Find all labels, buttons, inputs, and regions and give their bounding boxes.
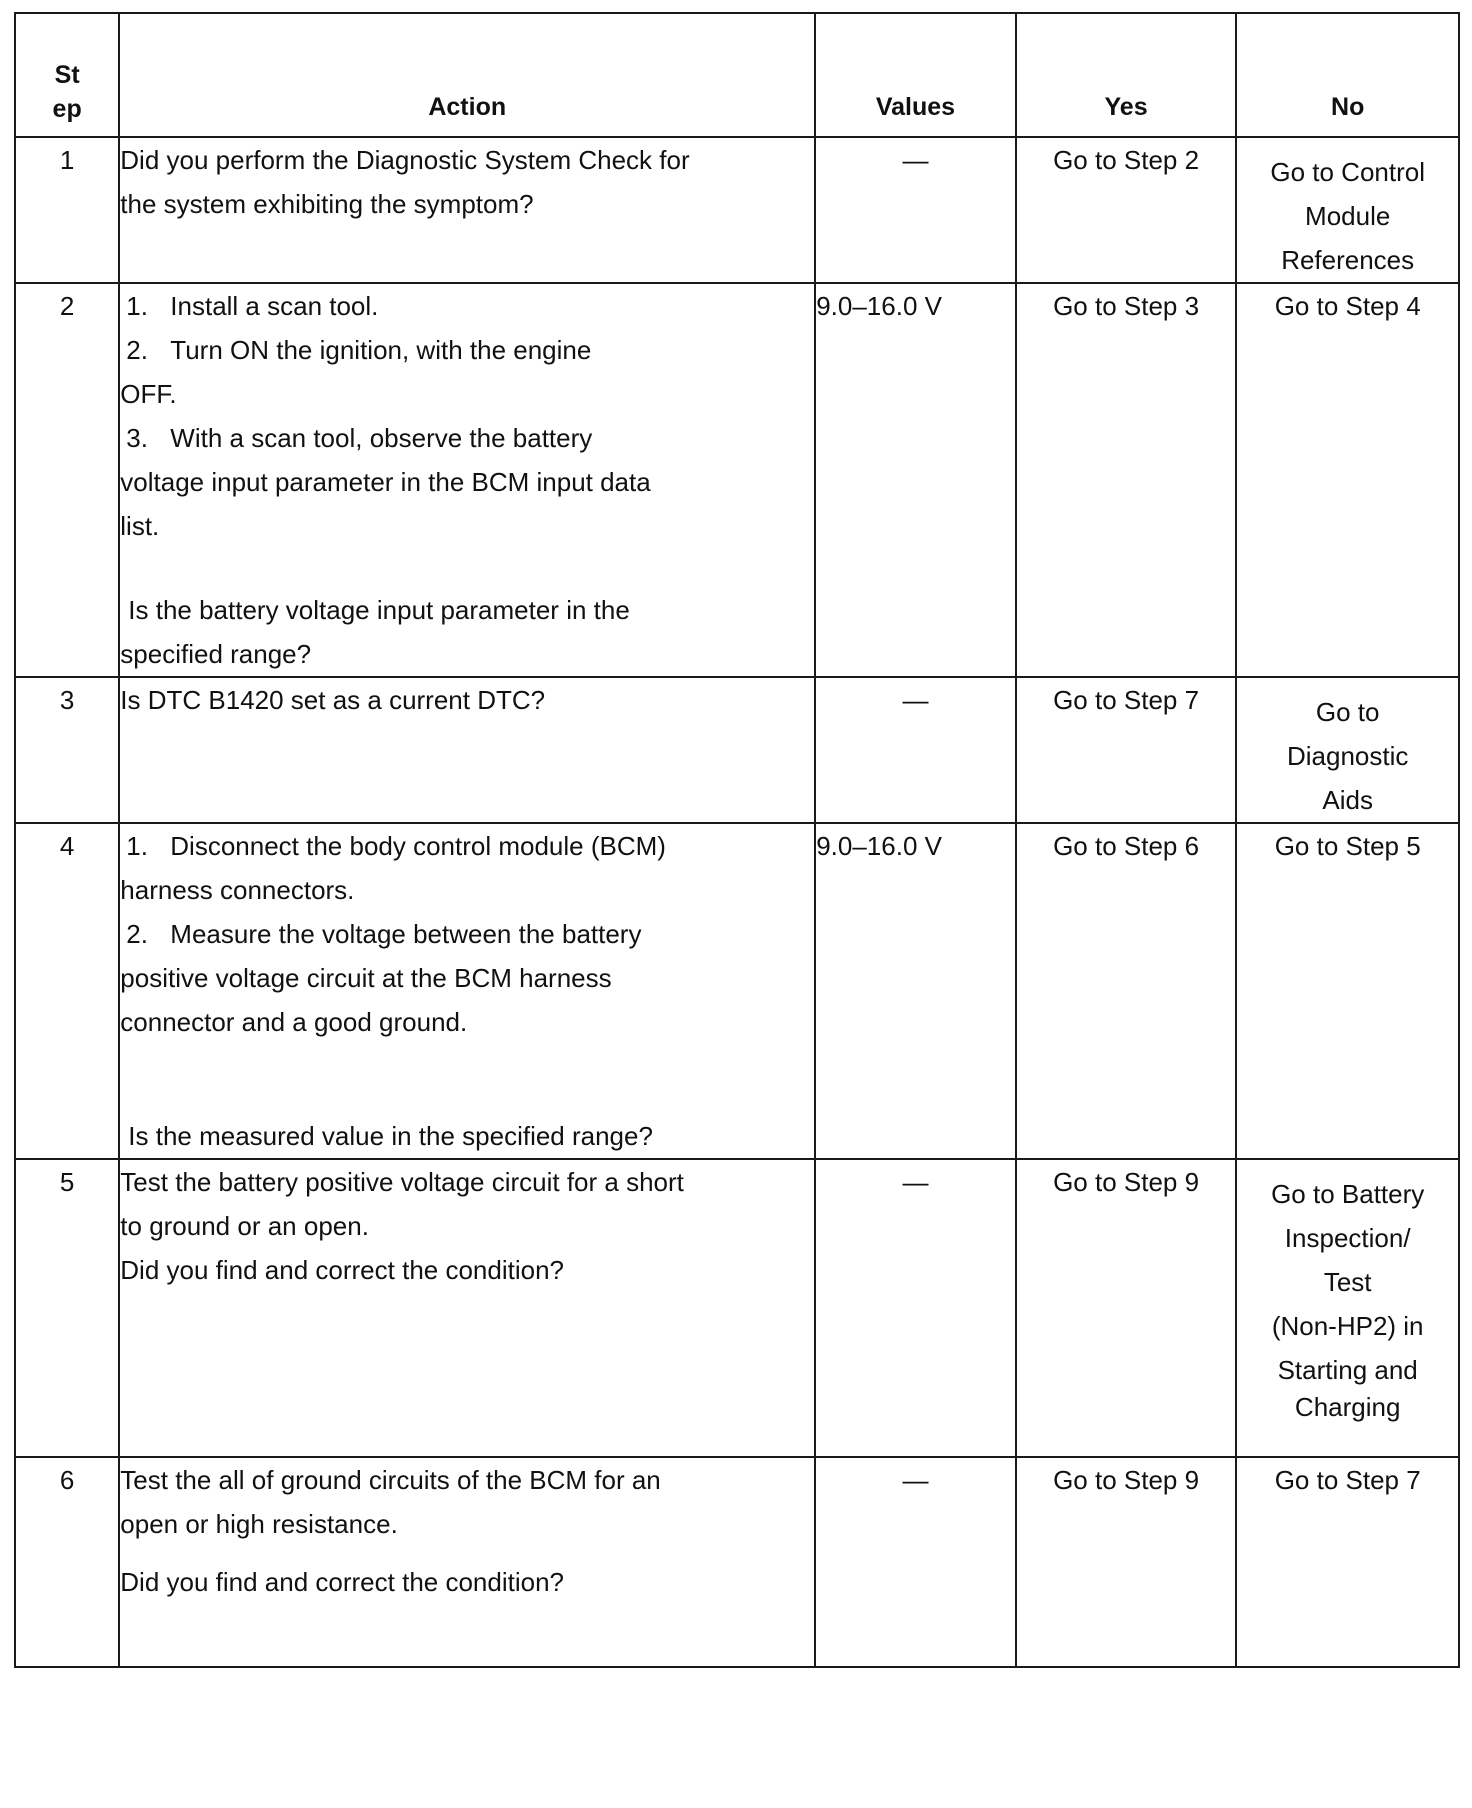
action-item <box>120 284 814 328</box>
action-item <box>120 416 814 460</box>
no-line: Go to Step 5 <box>1274 831 1421 861</box>
item-text: Turn ON the ignition, with the engine <box>170 335 592 365</box>
action-cell <box>119 283 815 677</box>
action-cell <box>119 823 815 1159</box>
action-item <box>120 824 814 868</box>
no-line: Inspection/ <box>1284 1223 1411 1253</box>
values-cell: — <box>815 1457 1016 1667</box>
action-line: Did you find and correct the condition? <box>120 1255 564 1285</box>
no-line: Go to Step 7 <box>1274 1465 1421 1495</box>
header-yes: Yes <box>1016 13 1237 137</box>
item-number: 1. <box>126 291 148 321</box>
no-line: Test <box>1323 1267 1372 1297</box>
no-cell <box>1236 137 1459 283</box>
yes-cell: Go to Step 2 <box>1016 137 1237 283</box>
step-number: 1 <box>15 137 119 283</box>
item-text: Install a scan tool. <box>170 291 379 321</box>
no-line: Go to Control <box>1270 157 1425 187</box>
step-number: 4 <box>15 823 119 1159</box>
step-number: 3 <box>15 677 119 823</box>
diagnostic-table <box>14 12 1460 1668</box>
question-line: specified range? <box>120 639 312 669</box>
no-line: Go to Step 4 <box>1274 291 1421 321</box>
no-line: Diagnostic <box>1286 741 1409 771</box>
spacer <box>120 1044 814 1114</box>
action-line: Is DTC B1420 set as a current DTC? <box>120 685 546 715</box>
action-cell <box>119 137 815 283</box>
item-number: 2. <box>126 919 148 949</box>
no-cell <box>1236 823 1459 1159</box>
item-text: list. <box>120 511 160 541</box>
no-line: (Non-HP2) in <box>1271 1311 1424 1341</box>
item-text: OFF. <box>120 379 177 409</box>
item-text: With a scan tool, observe the battery <box>170 423 593 453</box>
question-line: Is the measured value in the specified range? <box>128 1121 653 1151</box>
item-text: harness connectors. <box>120 875 355 905</box>
action-item <box>120 912 814 956</box>
header-row <box>15 13 1459 137</box>
action-cell <box>119 677 815 823</box>
table-row-step-1 <box>15 137 1459 283</box>
values-cell: — <box>815 137 1016 283</box>
action-line: Test the battery positive voltage circuit for a short <box>120 1167 684 1197</box>
item-number: 3. <box>126 423 148 453</box>
spacer <box>120 548 814 588</box>
action-line: Did you find and correct the condition? <box>120 1567 564 1597</box>
action-cell <box>119 1457 815 1667</box>
header-values: Values <box>815 13 1016 137</box>
yes-cell: Go to Step 7 <box>1016 677 1237 823</box>
yes-cell: Go to Step 6 <box>1016 823 1237 1159</box>
no-line: Charging <box>1294 1392 1401 1422</box>
no-cell <box>1236 1159 1459 1457</box>
item-text: voltage input parameter in the BCM input data <box>120 467 651 497</box>
question-line: Is the battery voltage input parameter in the <box>128 595 630 625</box>
action-line: open or high resistance. <box>120 1509 398 1539</box>
table-row-step-3 <box>15 677 1459 823</box>
values-cell: 9.0–16.0 V <box>815 283 1016 677</box>
item-number: 2. <box>126 335 148 365</box>
header-step-line-2: ep <box>52 95 82 123</box>
no-cell <box>1236 677 1459 823</box>
item-text: Disconnect the body control module (BCM) <box>170 831 666 861</box>
table-row-step-5 <box>15 1159 1459 1457</box>
table-row-step-6 <box>15 1457 1459 1667</box>
header-no: No <box>1236 13 1459 137</box>
yes-cell: Go to Step 3 <box>1016 283 1237 677</box>
item-text: Measure the voltage between the battery <box>170 919 642 949</box>
no-line: Go to <box>1315 697 1380 727</box>
action-cell <box>119 1159 815 1457</box>
no-line: Go to Battery <box>1271 1179 1425 1209</box>
action-line: Did you perform the Diagnostic System Check for <box>120 145 690 175</box>
no-line: Module <box>1305 201 1391 231</box>
action-line: to ground or an open. <box>120 1211 369 1241</box>
step-number: 6 <box>15 1457 119 1667</box>
header-step <box>15 13 119 137</box>
item-text: positive voltage circuit at the BCM harness <box>120 963 612 993</box>
yes-cell: Go to Step 9 <box>1016 1159 1237 1457</box>
step-number: 5 <box>15 1159 119 1457</box>
item-number: 1. <box>126 831 148 861</box>
no-line: Aids <box>1322 785 1373 815</box>
table-row-step-4 <box>15 823 1459 1159</box>
values-cell: 9.0–16.0 V <box>815 823 1016 1159</box>
header-step-line-1: St <box>54 61 80 89</box>
action-line: the system exhibiting the symptom? <box>120 189 534 219</box>
no-cell <box>1236 1457 1459 1667</box>
values-cell: — <box>815 1159 1016 1457</box>
step-number: 2 <box>15 283 119 677</box>
header-action: Action <box>119 13 815 137</box>
values-cell: — <box>815 677 1016 823</box>
no-line: References <box>1281 245 1415 275</box>
action-item <box>120 328 814 372</box>
table-row-step-2 <box>15 283 1459 677</box>
yes-cell: Go to Step 9 <box>1016 1457 1237 1667</box>
action-line: Test the all of ground circuits of the BCM for an <box>120 1465 661 1495</box>
item-text: connector and a good ground. <box>120 1007 468 1037</box>
no-line: Starting and <box>1277 1355 1418 1385</box>
no-cell <box>1236 283 1459 677</box>
